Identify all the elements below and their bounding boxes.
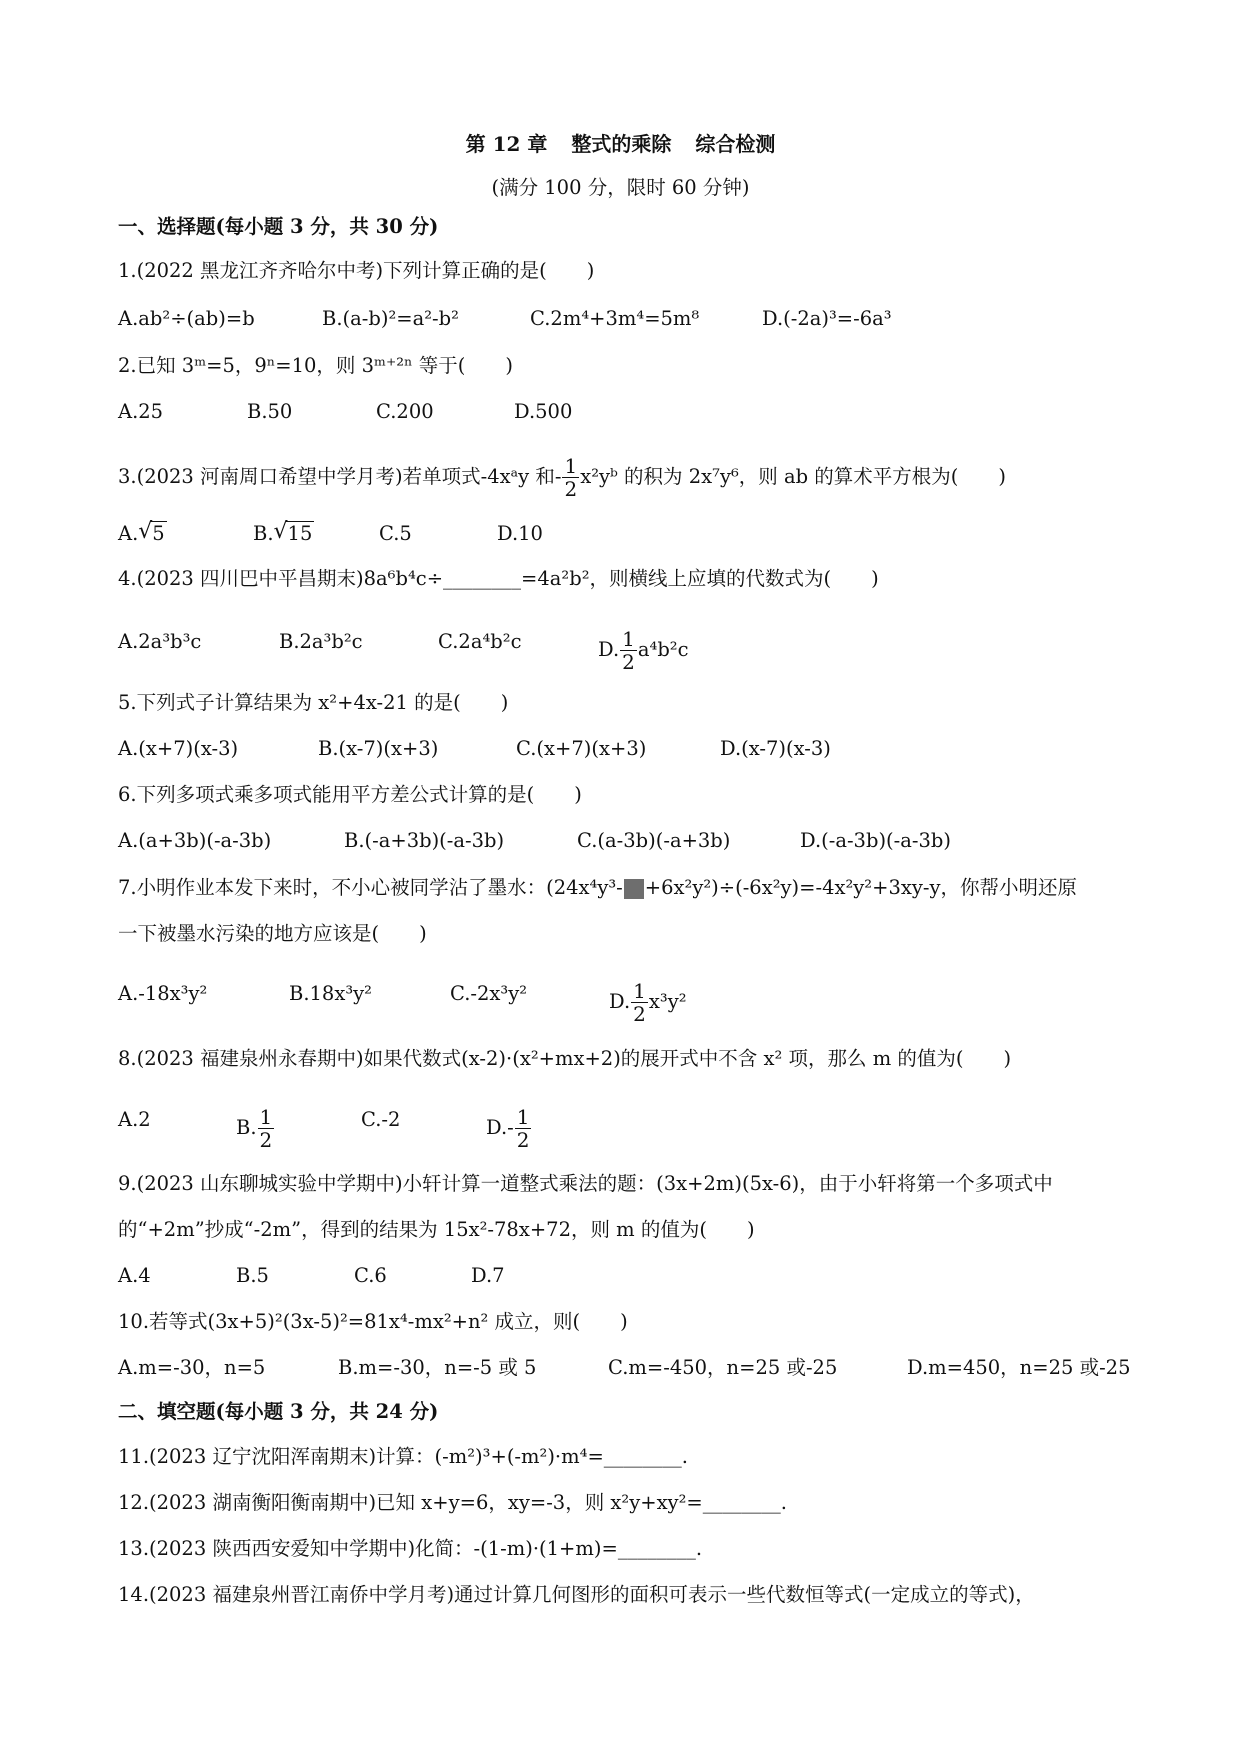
question-7-stem-line2	[118, 920, 427, 948]
square-root	[274, 520, 315, 548]
option-label: B.	[236, 1116, 257, 1139]
fraction-numerator: 1	[633, 979, 646, 1003]
q9-option-a: A.4	[118, 1264, 151, 1287]
q1-option-b: B.(a-b)²=a²-b²	[322, 307, 459, 330]
question-9-stem: 9.(2023 山东聊城实验中学期中)小轩计算一道整式乘法的题：(3x+2m)(5x-6)，由于小轩将第一个多项式中	[118, 1172, 1053, 1195]
answer-paren-close: )	[746, 1218, 755, 1241]
question-11-stem: 11.(2023 辽宁沈阳浑南期末)计算：(-m²)³+(-m²)·m⁴=________.	[118, 1445, 688, 1468]
question-12-stem: 12.(2023 湖南衡阳衡南期中)已知 x+y=6，xy=-3，则 x²y+xy²=________.	[118, 1491, 787, 1514]
q4-option-d	[598, 628, 689, 673]
q6-option-a: A.(a+3b)(-a-3b)	[118, 829, 272, 852]
question-6-stem	[118, 781, 582, 809]
q1-option-d: D.(-2a)³=-6a³	[762, 307, 892, 330]
square-root	[138, 520, 166, 548]
q8-option-d	[486, 1106, 532, 1151]
q7-option-d	[609, 980, 687, 1025]
fraction	[562, 455, 579, 500]
option-text: x³y²	[648, 990, 687, 1013]
page-title	[0, 128, 1241, 157]
fraction-denominator: 2	[516, 1128, 530, 1152]
fraction-denominator: 2	[633, 1002, 646, 1026]
question-text: 2.已知 3ᵐ=5，9ⁿ=10，则 3ᵐ⁺²ⁿ 等于(	[118, 354, 466, 377]
answer-paren-close: )	[419, 922, 427, 945]
title-kind: 综合检测	[695, 132, 776, 156]
q10-option-c: C.m=-450，n=25 或-25	[608, 1356, 838, 1379]
option-label: B.	[253, 522, 274, 545]
question-8-stem	[118, 1045, 1011, 1073]
question-text-post: +6x²y²)÷(-6x²y)=-4x²y²+3xy-y，你帮小明还原	[644, 876, 1077, 899]
q10-option-d: D.m=450，n=25 或-25	[907, 1356, 1131, 1379]
q3-option-d: D.10	[497, 522, 543, 545]
q2-option-d: D.500	[514, 400, 573, 423]
q1-option-a: A.ab²÷(ab)=b	[118, 307, 255, 330]
q3-option-a	[118, 520, 167, 548]
question-4-stem	[118, 565, 879, 593]
option-text: a⁴b²c	[637, 638, 689, 661]
q5-option-d: D.(x-7)(x-3)	[720, 737, 831, 760]
q9-option-d: D.7	[471, 1264, 505, 1287]
question-text: 8.(2023 福建泉州永春期中)如果代数式(x-2)·(x²+mx+2)的展开式中不含 x² 项，那么 m 的值为(	[118, 1047, 964, 1070]
answer-paren-close: )	[505, 354, 513, 377]
question-3-stem	[118, 455, 1006, 500]
question-14-stem: 14.(2023 福建泉州晋江南侨中学月考)通过计算几何图形的面积可表示一些代数恒等式(一定成立的等式)，	[118, 1583, 1035, 1606]
question-text: 的“+2m”抄成“-2m”，得到的结果为 15x²-78x+72，则 m 的值为(	[118, 1218, 707, 1241]
answer-paren-close: )	[1003, 1047, 1012, 1070]
q6-option-b: B.(-a+3b)(-a-3b)	[344, 829, 505, 852]
fraction-denominator: 2	[564, 477, 578, 501]
question-text: 1.(2022 黑龙江齐齐哈尔中考)下列计算正确的是(	[118, 259, 547, 282]
q4-option-b: B.2a³b²c	[279, 630, 363, 653]
fraction	[631, 980, 648, 1025]
q8-option-c: C.-2	[361, 1108, 401, 1131]
q10-option-b: B.m=-30，n=-5 或 5	[338, 1356, 537, 1379]
section-heading-choice: 一、选择题(每小题 3 分，共 30 分)	[118, 215, 439, 238]
q7-option-b: B.18x³y²	[289, 982, 372, 1005]
option-label: D.-	[486, 1116, 514, 1139]
question-text-post: x²yᵇ 的积为 2x⁷y⁶，则 ab 的算术平方根为(	[580, 465, 959, 488]
q6-option-c: C.(a-3b)(-a+3b)	[577, 829, 731, 852]
question-text: 5.下列式子计算结果为 x²+4x-21 的是(	[118, 691, 461, 714]
question-2-stem	[118, 352, 513, 380]
option-label: D.	[598, 638, 620, 661]
question-text: 10.若等式(3x+5)²(3x-5)²=81x⁴-mx²+n² 成立，则(	[118, 1310, 581, 1333]
question-1-stem	[118, 257, 594, 285]
question-5-stem	[118, 689, 508, 717]
ink-blot	[624, 879, 644, 899]
fraction-denominator: 2	[622, 650, 635, 674]
section-heading-fill: 二、填空题(每小题 3 分，共 24 分)	[118, 1400, 439, 1423]
q7-option-a: A.-18x³y²	[118, 982, 208, 1005]
fraction-numerator: 1	[516, 1105, 530, 1129]
q4-option-a: A.2a³b³c	[118, 630, 202, 653]
question-9-stem-line2	[118, 1216, 755, 1244]
answer-paren-close: )	[998, 465, 1007, 488]
q5-option-a: A.(x+7)(x-3)	[118, 737, 239, 760]
fraction	[258, 1106, 275, 1151]
radicand: 15	[287, 522, 313, 545]
option-label: A.	[118, 522, 139, 545]
fraction-numerator: 1	[564, 454, 578, 478]
fraction-denominator: 2	[259, 1128, 273, 1152]
question-13-stem: 13.(2023 陕西西安爱知中学期中)化简：-(1-m)·(1+m)=________.	[118, 1537, 703, 1560]
q8-option-a: A.2	[118, 1108, 151, 1131]
q5-option-b: B.(x-7)(x+3)	[318, 737, 439, 760]
q5-option-c: C.(x+7)(x+3)	[516, 737, 647, 760]
answer-paren-close: )	[574, 783, 582, 806]
q3-option-c: C.5	[379, 522, 412, 545]
q10-option-a: A.m=-30，n=5	[118, 1356, 266, 1379]
answer-paren-close: )	[586, 259, 595, 282]
fraction-numerator: 1	[622, 627, 635, 651]
question-text-pre: 3.(2023 河南周口希望中学月考)若单项式-4xᵃy 和-	[118, 465, 562, 488]
title-chapter: 第 12 章	[465, 132, 548, 156]
q4-option-c: C.2a⁴b²c	[438, 630, 522, 653]
q8-option-b	[236, 1106, 275, 1151]
q3-option-b	[253, 520, 314, 548]
answer-paren-close: )	[620, 1310, 628, 1333]
q1-option-c: C.2m⁴+3m⁴=5m⁸	[530, 307, 700, 330]
fraction	[515, 1106, 532, 1151]
q2-option-a: A.25	[118, 400, 164, 423]
answer-paren-close: )	[500, 691, 509, 714]
question-10-stem	[118, 1308, 628, 1336]
title-topic: 整式的乘除	[571, 132, 672, 156]
q7-option-c: C.-2x³y²	[450, 982, 528, 1005]
fraction	[620, 628, 637, 673]
question-text: 4.(2023 四川巴中平昌期末)8a⁶b⁴c÷________=4a²b²，则横线上应填的代数式为(	[118, 567, 832, 590]
option-label: D.	[609, 990, 631, 1013]
radicand: 5	[152, 522, 165, 545]
q6-option-d: D.(-a-3b)(-a-3b)	[800, 829, 951, 852]
page-subtitle: (满分 100 分，限时 60 分钟)	[491, 176, 750, 199]
question-text-pre: 7.小明作业本发下来时，不小心被同学沾了墨水：(24x⁴y³-	[118, 876, 623, 899]
answer-paren-close: )	[871, 567, 879, 590]
question-text: 6.下列多项式乘多项式能用平方差公式计算的是(	[118, 783, 535, 806]
question-text: 一下被墨水污染的地方应该是(	[118, 922, 380, 945]
question-7-stem	[118, 874, 1077, 902]
q9-option-b: B.5	[236, 1264, 269, 1287]
q9-option-c: C.6	[354, 1264, 387, 1287]
q2-option-b: B.50	[247, 400, 293, 423]
q2-option-c: C.200	[376, 400, 434, 423]
fraction-numerator: 1	[259, 1105, 273, 1129]
